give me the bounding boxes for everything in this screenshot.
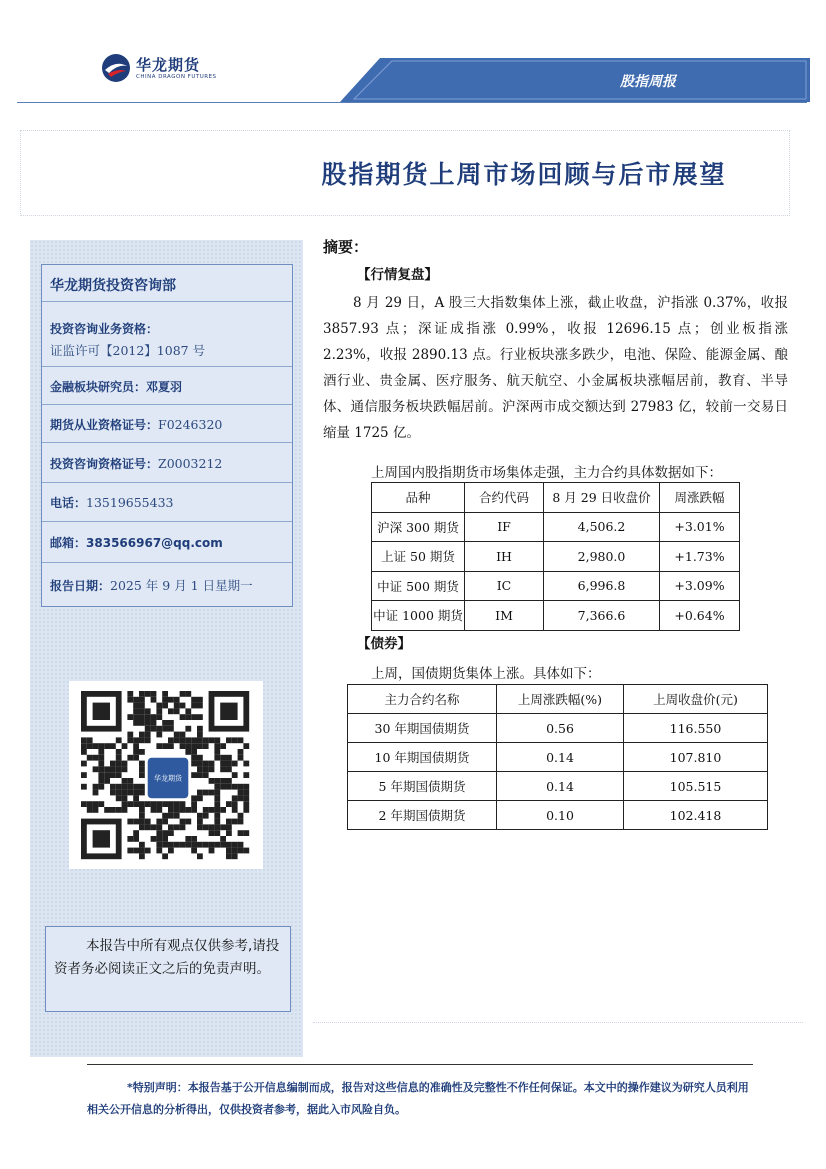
- table-row: [372, 512, 740, 542]
- company-logo: [100, 50, 220, 90]
- main-divider: [313, 1022, 803, 1023]
- table-cell: 2 年期国债期货: [348, 801, 497, 830]
- footer-divider: [87, 1064, 753, 1065]
- logo-en-text: CHINA DRAGON FUTURES: [136, 74, 217, 80]
- qualification-value: 证监许可【2012】1087 号: [50, 343, 206, 358]
- table-row: [372, 542, 740, 572]
- table-cell: 上证 50 期货: [372, 542, 465, 572]
- table-header: 品种: [372, 483, 465, 513]
- dept-row: [42, 265, 292, 302]
- table-cell: +3.01%: [660, 512, 740, 542]
- table-cell: 116.550: [624, 714, 768, 743]
- footer-statement: *特别声明：本报告基于公开信息编制而成，报告对这些信息的准确性及完整性不作任何保证。本文中的操作建议为研究人员利用相关公开信息的分析得出，仅供投资者参考，据此入市风险自负。: [87, 1081, 749, 1116]
- table-header: 上周收盘价(元): [624, 685, 768, 714]
- researcher-label: 金融板块研究员：: [50, 380, 147, 394]
- table-cell: IC: [465, 571, 544, 601]
- qr-badge-text: 华龙期货: [154, 774, 182, 783]
- futures-table: [371, 482, 740, 631]
- table-cell: 中证 1000 期货: [372, 601, 465, 631]
- table-cell: 107.810: [624, 743, 768, 772]
- abstract-heading: 摘要：: [323, 238, 369, 256]
- analyst-info-box: [41, 264, 293, 607]
- market-review-heading: 【行情复盘】: [357, 267, 438, 283]
- table-cell: +1.73%: [660, 542, 740, 572]
- table-cell: 6,996.8: [544, 571, 660, 601]
- date-label: 报告日期：: [50, 579, 111, 593]
- email-label: 邮箱：: [50, 536, 87, 550]
- report-title: 股指期货上周市场回顾与后市展望: [321, 160, 727, 189]
- table-row: [372, 571, 740, 601]
- table-cell: 4,506.2: [544, 512, 660, 542]
- table-cell: IM: [465, 601, 544, 631]
- table-cell: 0.56: [497, 714, 624, 743]
- futures-cert-row: [42, 405, 292, 443]
- table-row: [348, 714, 768, 743]
- researcher-name: 邓夏羽: [146, 380, 183, 394]
- table-cell: 0.10: [497, 801, 624, 830]
- table-header-row: [348, 685, 768, 714]
- table-cell: 5 年期国债期货: [348, 772, 497, 801]
- phone-value: 13519655433: [86, 495, 174, 510]
- table-row: [348, 743, 768, 772]
- table-cell: 10 年期国债期货: [348, 743, 497, 772]
- disclaimer-box: [45, 926, 291, 1012]
- email-row: [42, 522, 292, 563]
- table-header: 上周涨跌幅(%): [497, 685, 624, 714]
- table-row: [348, 801, 768, 830]
- disclaimer-text: 本报告中所有观点仅供参考,请投资者务必阅读正文之后的免责声明。: [54, 938, 280, 977]
- table-row: [348, 772, 768, 801]
- bond-table-intro: 上周，国债期货集体上涨。具体如下：: [371, 666, 601, 682]
- header-divider: [17, 102, 807, 103]
- table-cell: IH: [465, 542, 544, 572]
- table-cell: IF: [465, 512, 544, 542]
- table-cell: 0.14: [497, 772, 624, 801]
- table-cell: 0.14: [497, 743, 624, 772]
- date-row: [42, 563, 292, 606]
- researcher-row: [42, 367, 292, 405]
- bond-heading: 【债券】: [357, 636, 411, 652]
- phone-row: [42, 483, 292, 522]
- table-cell: 105.515: [624, 772, 768, 801]
- qr-code-icon: [69, 681, 263, 869]
- qualification-row: [42, 302, 292, 367]
- table-cell: +3.09%: [660, 571, 740, 601]
- table-header-row: [372, 483, 740, 513]
- advisory-cert-value: Z0003212: [158, 456, 223, 471]
- table-header: 8 月 29 日收盘价: [544, 483, 660, 513]
- table-cell: 2,980.0: [544, 542, 660, 572]
- date-value: 2025 年 9 月 1 日星期一: [110, 578, 253, 593]
- bond-table: [347, 684, 768, 830]
- dept-name: 华龙期货投资咨询部: [50, 278, 176, 294]
- futures-table-intro: 上周国内股指期货市场集体走强，主力合约具体数据如下：: [371, 465, 722, 481]
- futures-cert-label: 期货从业资格证号：: [50, 418, 159, 432]
- table-header: 周涨跌幅: [660, 483, 740, 513]
- market-review-text: 8 月 29 日，A 股三大指数集体上涨，截止收盘，沪指涨 0.37%，收报 3857.93 点；深证成指涨 0.99%，收报 12696.15 点；创业板指涨 2.23%，收报 2890.13 点。行业板块涨多跌少，电池、保险、能源金属、酿酒行业、贵金属、医疗服务、航天航空、小金属板块涨幅居前，教育、半导体、通信服务板块跌幅居前。沪深两市成交额达到 27983 亿，较前一交易日缩量 1725 亿。: [323, 295, 788, 441]
- futures-cert-value: F0246320: [158, 417, 223, 432]
- phone-label: 电话：: [50, 496, 87, 510]
- table-cell: 中证 500 期货: [372, 571, 465, 601]
- qr-code[interactable]: [69, 681, 263, 869]
- table-cell: 7,366.6: [544, 601, 660, 631]
- advisory-cert-label: 投资咨询资格证号：: [50, 457, 159, 471]
- table-cell: 沪深 300 期货: [372, 512, 465, 542]
- table-cell: 102.418: [624, 801, 768, 830]
- table-header: 合约代码: [465, 483, 544, 513]
- table-cell: 30 年期国债期货: [348, 714, 497, 743]
- dragon-logo-icon: [100, 52, 132, 84]
- qualification-label: 投资咨询业务资格：: [50, 322, 159, 336]
- table-header: 主力合约名称: [348, 685, 497, 714]
- logo-cn-text: 华龙期货: [136, 56, 201, 74]
- email-value[interactable]: 383566967@qq.com: [86, 536, 223, 550]
- report-type-label: 股指周报: [620, 74, 676, 90]
- table-row: [372, 601, 740, 631]
- table-cell: +0.64%: [660, 601, 740, 631]
- header-band: [340, 58, 810, 102]
- advisory-cert-row: [42, 443, 292, 483]
